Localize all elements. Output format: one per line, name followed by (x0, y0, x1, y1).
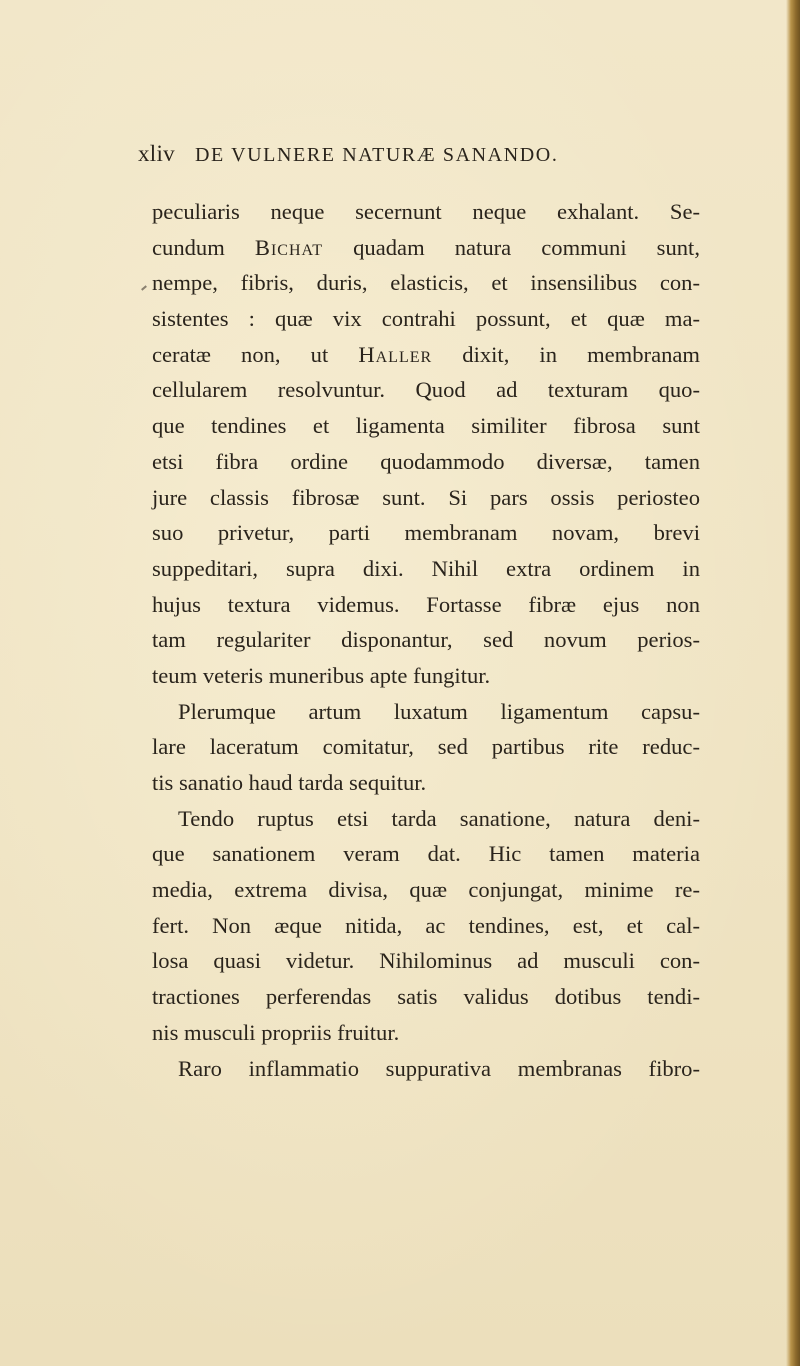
text-segment: ceratæ non, ut (152, 341, 359, 367)
text-line: nempe, fibris, duris, elasticis, et insensilibus con- (152, 270, 700, 296)
text-line: que sanationem veram dat. Hic tamen materia (152, 841, 700, 867)
text-line: media, extrema divisa, quæ conjungat, minime re- (152, 877, 700, 903)
text-line: tis sanatio haud tarda sequitur. (152, 770, 427, 795)
text-line: teum veteris muneribus apte fungitur. (152, 662, 491, 688)
text-line (152, 337, 700, 373)
text-line: peculiaris neque secernunt neque exhalant. Se- (152, 199, 700, 224)
page-edge-binding (786, 0, 800, 1366)
text-segment: dixit, in membranam (432, 341, 700, 367)
text-line: Plerumque artum luxatum ligamentum capsu- (178, 698, 700, 724)
author-name: Bichat (254, 234, 324, 260)
text-line: lare laceratum comitatur, sed partibus rite reduc- (152, 734, 700, 760)
text-line: tractiones perferendas satis validus dotibus tendi- (152, 984, 700, 1010)
running-head (138, 141, 738, 171)
running-title: DE VULNERE NATURÆ SANANDO. (194, 144, 559, 166)
text-line: losa quasi videtur. Nihilominus ad musculi con- (152, 948, 700, 974)
text-line: cellularem resolvuntur. Quod ad texturam quo- (152, 377, 700, 403)
text-line (152, 230, 700, 266)
text-line: que tendines et ligamenta similiter fibrosa sunt (152, 413, 700, 439)
text-line: Tendo ruptus etsi tarda sanatione, natura deni- (178, 805, 700, 831)
text-line: fert. Non æque nitida, ac tendines, est, et cal- (152, 912, 700, 938)
text-line: Raro inflammatio suppurativa membranas fibro- (178, 1055, 700, 1081)
text-segment: quadam natura communi sunt, (323, 234, 700, 260)
page-number: xliv (138, 141, 175, 166)
body-text (152, 194, 700, 1086)
author-name: Haller (358, 341, 433, 367)
text-line: sistentes : quæ vix contrahi possunt, et quæ ma- (152, 306, 700, 332)
text-line: jure classis fibrosæ sunt. Si pars ossis periosteo (152, 484, 700, 510)
text-line: nis musculi propriis fruitur. (152, 1019, 400, 1045)
text-line: tam regulariter disponantur, sed novum perios- (152, 627, 700, 653)
text-line: suo privetur, parti membranam novam, brevi (152, 520, 700, 546)
text-line: suppeditari, supra dixi. Nihil extra ordinem in (152, 555, 700, 581)
text-line: hujus textura videmus. Fortasse fibræ ejus non (152, 591, 700, 617)
text-segment: cundum (152, 234, 255, 260)
text-line: etsi fibra ordine quodammodo diversæ, tamen (152, 448, 700, 474)
stray-ink-mark (141, 285, 147, 290)
